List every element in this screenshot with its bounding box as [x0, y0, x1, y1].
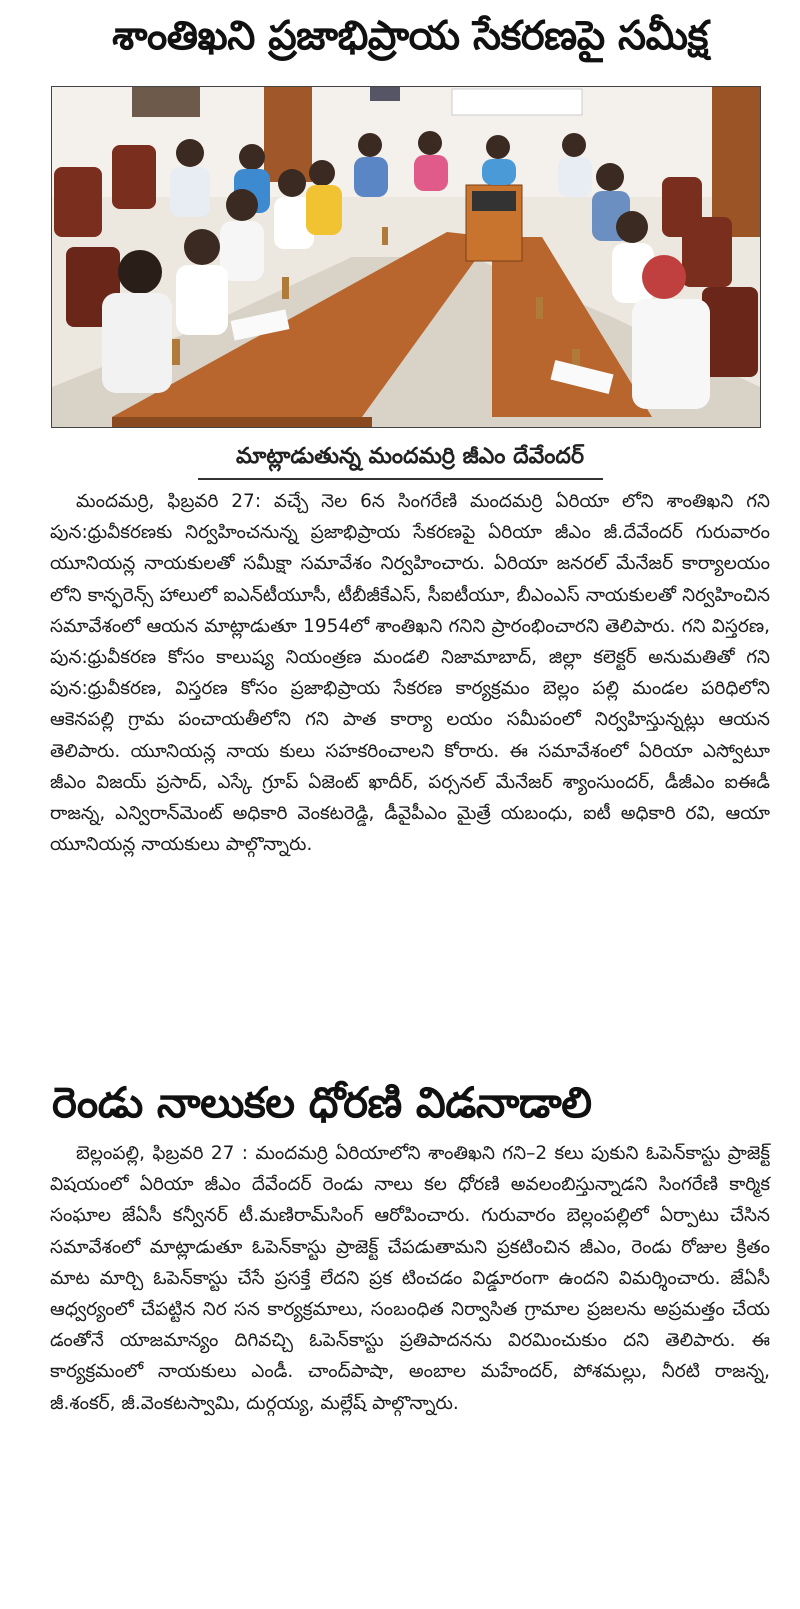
article1-body: [50, 486, 770, 860]
photo-caption: మాట్లాడుతున్న మందమర్రి జీఎం దేవేందర్: [235, 444, 585, 469]
meeting-photo-illustration: [52, 87, 760, 427]
article1-headline: శాంతిఖని ప్రజాభిప్రాయ సేకరణపై సమీక్ష: [112, 13, 708, 59]
caption-underline: [198, 478, 603, 480]
meeting-photo: [51, 86, 761, 428]
article2-body: [50, 1138, 770, 1419]
article2-headline: రెండు నాలుకల ధోరణి విడనాడాలి: [52, 1078, 592, 1127]
article2-paragraph: బెల్లంపల్లి, ఫిబ్రవరి 27 : మందమర్రి ఏరియాలోని శాంతిఖని గని–2 కలు పుకుని ఓపెన్‌కాస్టు ప్రాజెక్ట్ విషయంలో ఏరియా జీఎం దేవేందర్ రెండు నాలు కల ధోరణి అవలంబిస్తున్నాడని సింగరేణి కార్మిక సంఘాల జేఏసీ కన్వీనర్ టీ.మణిరామ్‌సింగ్ ఆరోపించారు. గురువారం బెల్లంపల్లిలో ఏర్పాటు చేసిన సమావేశంలో మాట్లాడుతూ ఓపెన్‌కాస్టు ప్రాజెక్ట్ చేపడుతామని ప్రకటించిన జీఎం, రెండు రోజుల క్రితం మాట మార్చి ఓపెన్‌కాస్టు చేసే ప్రసక్తే లేదని ప్రక టించడం విడ్డూరంగా ఉందని విమర్శించారు. జేఏసీ ఆధ్వర్యంలో చేపట్టిన నిర సన కార్యక్రమాలు, సంబంధిత నిర్వాసిత గ్రామాల ప్రజలను అప్రమత్తం చేయ డంతోనే యాజమాన్యం దిగివచ్చి ఓపెన్‌కాస్టు ప్రతిపాదనను విరమించుకుం దని తెలిపారు. ఈ కార్యక్రమంలో నాయకులు ఎండీ. చాంద్‌పాషా, అంబాల మహేందర్, పోశమల్లు, నీరటి రాజన్న, జీ.శంకర్, జీ.వెంకటస్వామి, దుర్గయ్య, మల్లేష్ పాల్గొన్నారు.: [50, 1143, 770, 1414]
article1-paragraph: మందమర్రి, ఫిబ్రవరి 27: వచ్చే నెల 6న సింగరేణి మందమర్రి ఏరియా లోని శాంతిఖని గని పున:ధ్రువీకరణకు నిర్వహించనున్న ప్రజాభిప్రాయ సేకరణపై ఏరియా జీఎం జీ.దేవేందర్ గురువారం యూనియన్ల నాయకులతో సమీక్షా సమావేశం నిర్వహించారు. ఏరియా జనరల్ మేనేజర్ కార్యాలయం లోని కాన్ఫరెన్స్ హాలులో ఐఎన్‌టీయూసీ, టీబీజీకేఎస్, సీఐటీయూ, బీఎంఎస్ నాయకులతో నిర్వహించిన సమావేశంలో ఆయన మాట్లాడుతూ 1954లో శాంతిఖని గనిని ప్రారంభించారని తెలిపారు. గని విస్తరణ, పున:ధ్రువీకరణ కోసం కాలుష్య నియంత్రణ మండలి నిజామాబాద్, జిల్లా కలెక్టర్ అనుమతితో గని పున:ధ్రువీకరణ, విస్తరణ కోసం ప్రజాభిప్రాయ సేకరణ కార్యక్రమం బెల్లం పల్లి మండల పరిధిలోని ఆకెనపల్లి గ్రామ పంచాయతీలోని గని పాత కార్యా లయం సమీపంలో నిర్వహిస్తున్నట్లు ఆయన తెలిపారు. యూనియన్ల నాయ కులు సహకరించాలని కోరారు. ఈ సమావేశంలో ఏరియా ఎస్వోటూ జీఎం విజయ్ ప్రసాద్, ఎస్కే గ్రూప్ ఏజెంట్ ఖాదీర్, పర్సనల్ మేనేజర్ శ్యాంసుందర్, డీజీఎం ఐఈడీ రాజన్న, ఎన్విరాన్‌మెంట్ అధికారి వెంకటరెడ్డి, డీవైపీఎం మైత్రే యబంధు, ఐటీ అధికారి రవి, ఆయా యూనియన్ల నాయకులు పాల్గొన్నారు.: [50, 491, 770, 856]
